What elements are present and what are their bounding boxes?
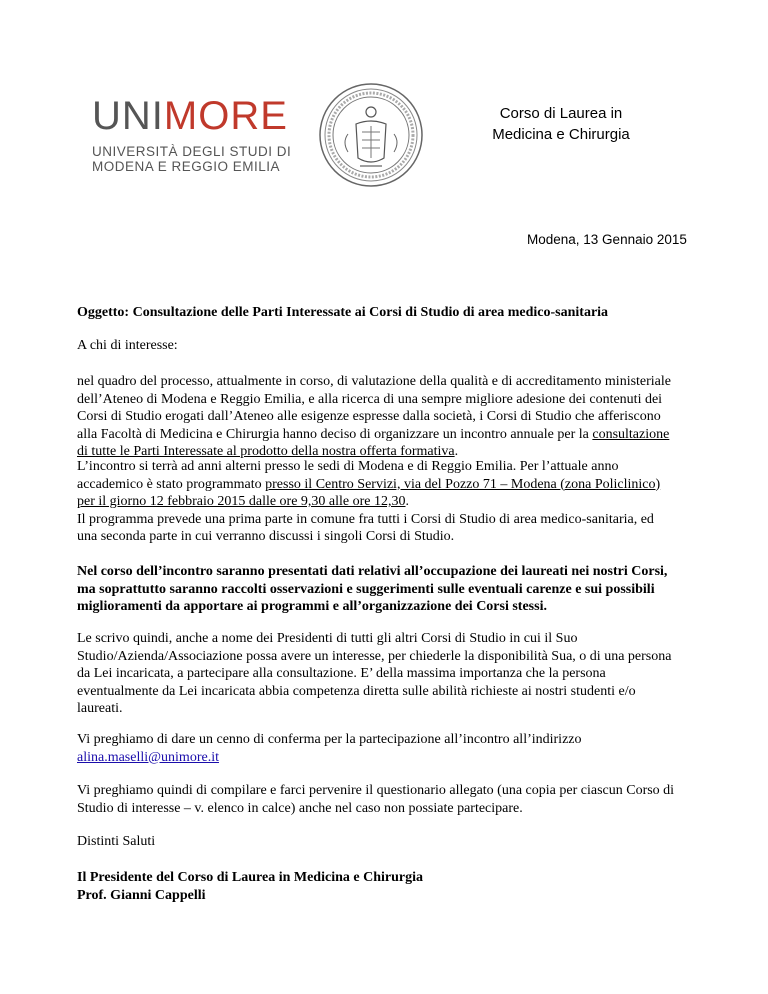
course-title-line1: Corso di Laurea in — [499, 105, 623, 122]
logo-subtitle — [92, 144, 292, 174]
logo-uni-text: UNI — [92, 94, 164, 138]
signature-title: Il Presidente del Corso di Laurea in Medicina e Chirurgia — [77, 870, 423, 885]
paragraph-confirmation-text: Vi preghiamo di dare un cenno di conferma per la partecipazione all’incontro all’indirizzo — [77, 732, 582, 747]
signature-name: Prof. Gianni Cappelli — [77, 887, 206, 903]
paragraph-meeting — [77, 458, 677, 546]
letter-signature — [77, 869, 677, 904]
logo-subtitle-line1: UNIVERSITÀ DEGLI STUDI DI — [92, 144, 292, 159]
email-link[interactable]: alina.maselli@unimore.it — [77, 749, 219, 765]
letter-greeting: A chi di interesse: — [77, 338, 178, 353]
paragraph-meeting-main — [77, 458, 677, 511]
letter-closing: Distinti Saluti — [77, 834, 156, 849]
paragraph-context — [77, 373, 677, 461]
paragraph-program: Il programma prevede una prima parte in comune fra tutti i Corsi di Studio di area medico-sanitaria, ed una seconda parte in cui verranno discussi i singoli Corsi di Studio. — [77, 511, 654, 544]
paragraph-request: Le scrivo quindi, anche a nome dei Presidenti di tutti gli altri Corsi di Studio in cui il Suo Studio/Azienda/Associazione possa avere un interesse, per chiederle la disponibilità Sua, o di una persona da Lei incaricata, a partecipare alla consultazione. E’ della massima importanza che la persona eventualmente da Lei incaricata abbia competenza diretta sulle abilità richieste ai nostri studenti e/o laureati. — [77, 631, 672, 716]
logo-more-text: MORE — [163, 94, 288, 138]
unimore-logo — [92, 96, 292, 176]
course-title — [486, 103, 636, 145]
logo-wordmark — [92, 96, 292, 136]
paragraph-confirmation — [77, 731, 677, 766]
consultation-underlined-text: consultazione di tutte le Parti Interessate al prodotto della nostra offerta formativa — [77, 426, 670, 459]
paragraph-questionnaire: Vi preghiamo quindi di compilare e farci pervenire il questionario allegato (una copia per ciascun Corso di Studio di interesse – v. elenco in calce) anche nel caso non possiate partecipare. — [77, 783, 675, 816]
letter-subject: Oggetto: Consultazione delle Parti Interessate ai Corsi di Studio di area medico-sanitaria — [77, 305, 609, 320]
university-seal-icon — [318, 82, 424, 188]
logo-subtitle-line2: MODENA E REGGIO EMILIA — [92, 159, 281, 174]
course-title-line2: Medicina e Chirurgia — [492, 126, 630, 143]
meeting-location-underlined-text: presso il Centro Servizi, via del Pozzo 71 – Modena (zona Policlinico) per il giorno 12 febbraio 2015 dalle ore 9,30 alle ore 12,30 — [77, 476, 661, 509]
paragraph-context-end: . — [454, 444, 459, 459]
letter-date: Modena, 13 Gennaio 2015 — [527, 232, 687, 247]
paragraph-meeting-text: L’incontro si terrà ad anni alterni presso le sedi di Modena e di Reggio Emilia. Per l’attuale anno accademico è stato programmato — [77, 459, 619, 492]
paragraph-meeting-end: . — [405, 494, 410, 509]
paragraph-highlight: Nel corso dell’incontro saranno presentati dati relativi all’occupazione dei laureati nei nostri Corsi, ma soprattutto saranno raccolti osservazioni e suggerimenti sulle eventuali carenze e sui possibili miglioramenti da apportare ai programmi e all’organizzazione dei Corsi stessi. — [77, 564, 668, 614]
paragraph-context-text: nel quadro del processo, attualmente in corso, di valutazione della qualità e di accreditamento ministeriale dell’Ateneo di Modena e Reggio Emilia, e alla ricerca di una sempre migliore adesione dei contenuti dei Corsi di Studio erogati dall’Ateneo alle esigenze espresse dalla società, i Corsi di Studio che afferiscono alla Facoltà di Medicina e Chirurgia hanno deciso di organizzare un incontro annuale per la — [77, 374, 672, 442]
